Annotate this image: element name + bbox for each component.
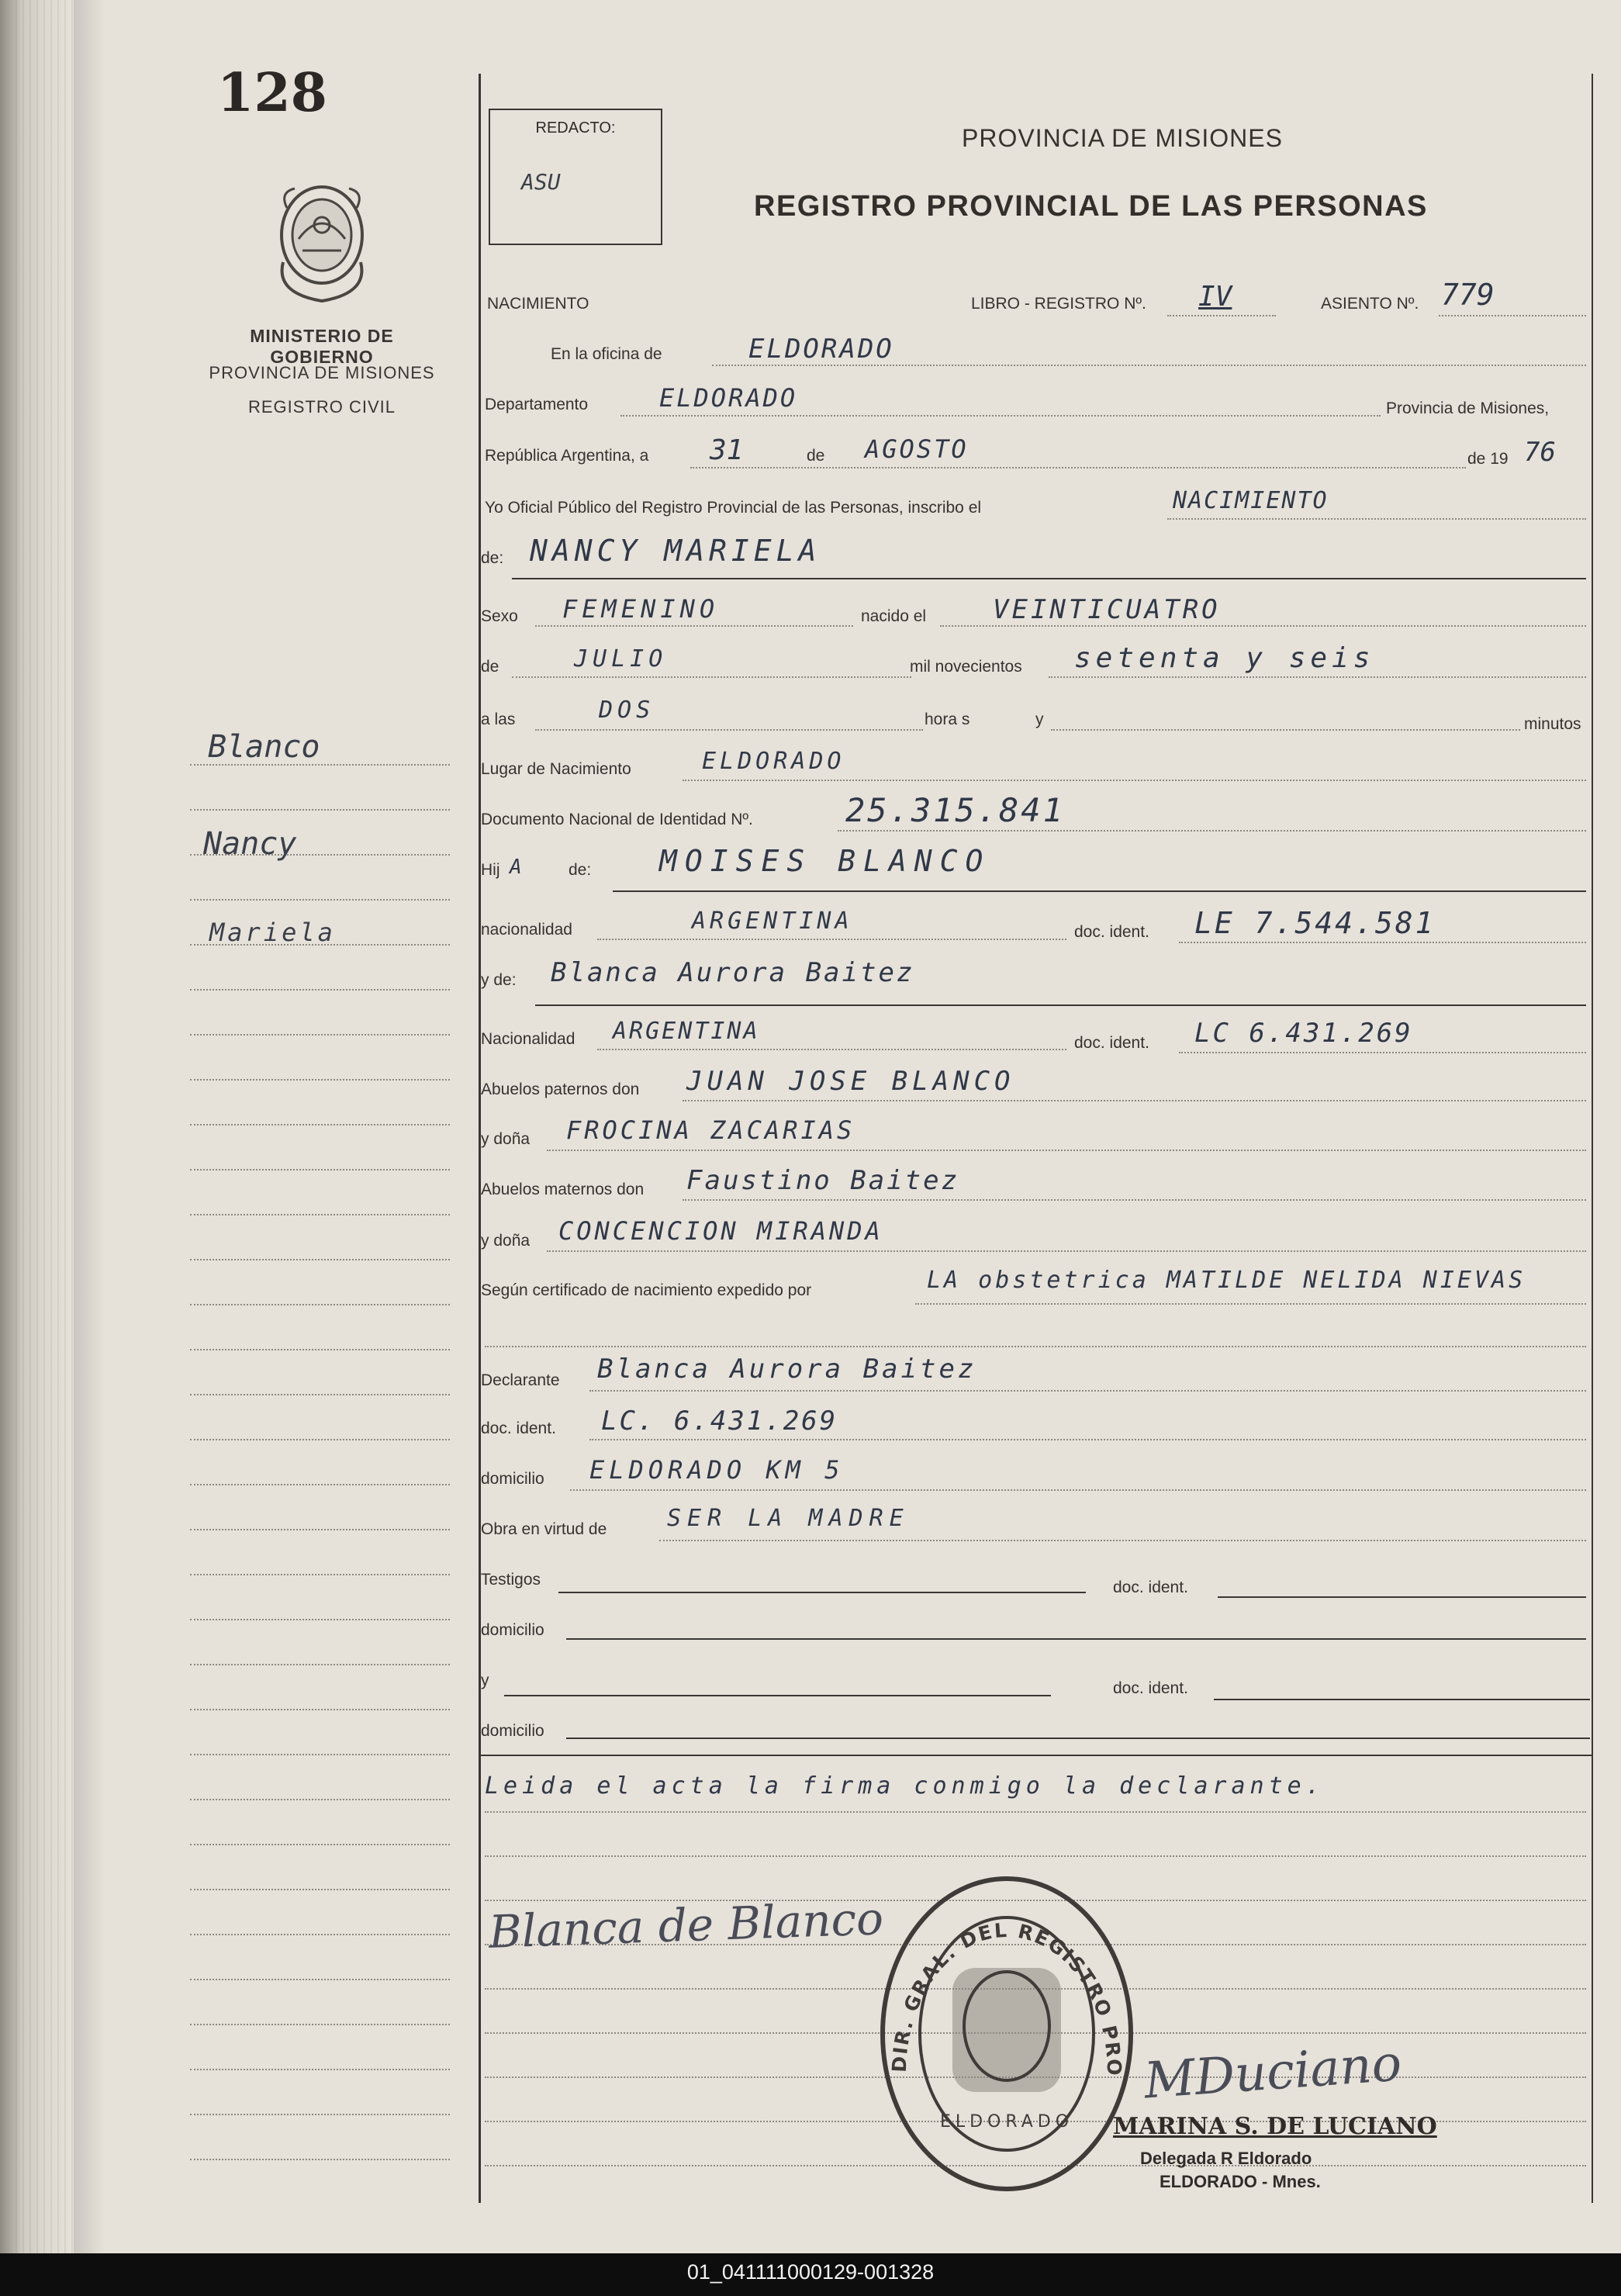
- mother-nationality-dots: [597, 1049, 1066, 1050]
- maternal-grandmother-dots: [547, 1250, 1586, 1252]
- certificate-dots: [915, 1303, 1586, 1305]
- witness-line: [558, 1592, 1086, 1593]
- month-value: AGOSTO: [865, 434, 969, 464]
- paternal-grandmother-value: FROCINA ZACARIAS: [566, 1115, 855, 1145]
- closing-text: Leida el acta la firma conmigo la declarante.: [485, 1772, 1325, 1800]
- and-label: y: [1035, 711, 1044, 728]
- maternal-grandmother-value: CONCENCION MIRANDA: [558, 1216, 883, 1246]
- mother-underline: [535, 1004, 1586, 1006]
- domicile-dots: [570, 1489, 1586, 1491]
- page-number: 128: [217, 62, 327, 124]
- certificate-value: LA obstetrica MATILDE NELIDA NIEVAS: [927, 1267, 1526, 1294]
- margin-ruling-line: [190, 1979, 450, 1980]
- margin-ruling-line: [190, 2069, 450, 2070]
- event-dots: [1167, 518, 1586, 520]
- hour-dots: [535, 729, 923, 731]
- year-value: 76: [1524, 437, 1556, 468]
- capacity-dots: [659, 1540, 1586, 1541]
- witness2-doc-label: doc. ident.: [1113, 1679, 1188, 1697]
- redacto-value: ASU: [521, 169, 561, 195]
- binding-shadow: [74, 0, 105, 2253]
- maternal-grandmother-label: y doña: [481, 1232, 531, 1250]
- margin-ruling-line: [190, 1529, 450, 1530]
- date-dots: [690, 467, 1466, 469]
- redacto-box: [489, 109, 662, 245]
- margin-second-name: Mariela: [209, 918, 336, 947]
- seal-ring-text: DIR. GRAL. DEL REGISTRO PRO: [887, 1918, 1126, 2077]
- paternal-grandmother-label: y doña: [481, 1130, 531, 1148]
- officer-statement: Yo Oficial Público del Registro Provincial de las Personas, inscribo el: [485, 499, 982, 517]
- witness2-domicile-label: domicilio: [481, 1722, 544, 1740]
- born-day-value: VEINTICUATRO: [993, 594, 1221, 625]
- margin-ruling-line: [190, 1889, 450, 1890]
- margin-ruling-line: [190, 1934, 450, 1935]
- margin-ruling-line: [190, 1304, 450, 1305]
- coat-of-arms-icon: [268, 177, 376, 309]
- certificate-label: Según certificado de nacimiento expedido por: [481, 1281, 812, 1299]
- margin-ruling-line: [190, 1034, 450, 1036]
- margin-ruling-line: [190, 1844, 450, 1845]
- born-year-value: setenta y seis: [1074, 642, 1375, 674]
- father-underline: [613, 890, 1586, 892]
- child-label: Hij: [481, 861, 500, 879]
- mother-doc-label: doc. ident.: [1074, 1034, 1149, 1052]
- born-year-dots: [1049, 676, 1586, 678]
- father-doc-label: doc. ident.: [1074, 923, 1149, 941]
- ministry-title: MINISTERIO DE GOBIERNO: [250, 326, 394, 367]
- registry-seal: [875, 1871, 1139, 2197]
- margin-ruling-line: [190, 989, 450, 991]
- father-doc-dots: [1179, 942, 1586, 943]
- witness2-doc-line: [1214, 1699, 1590, 1700]
- book-dots: [1167, 315, 1276, 316]
- paternal-grandmother-dots: [547, 1150, 1586, 1151]
- name-underline: [512, 578, 1586, 579]
- domicile-label: domicilio: [481, 1470, 544, 1488]
- department-value: ELDORADO: [659, 383, 798, 413]
- entry-label: ASIENTO Nº.: [1321, 295, 1419, 313]
- paternal-grandparents-label: Abuelos paternos don: [481, 1081, 640, 1098]
- republic-label: República Argentina, a: [485, 447, 649, 465]
- margin-first-name: Nancy: [203, 826, 297, 862]
- official-place: ELDORADO - Mnes.: [1160, 2172, 1321, 2191]
- capacity-label: Obra en virtud de: [481, 1520, 607, 1538]
- page-stack-lines: [16, 0, 74, 2253]
- declarant-doc-dots: [589, 1439, 1586, 1440]
- official-title: Delegada R Eldorado: [1140, 2149, 1312, 2168]
- redacto-label: REDACTO:: [535, 119, 616, 137]
- ruling-line: [485, 1855, 1586, 1857]
- office-value: ELDORADO: [748, 334, 894, 365]
- hours-label: hora s: [925, 711, 970, 728]
- domicile-value: ELDORADO KM 5: [589, 1455, 845, 1485]
- margin-ruling-line: [190, 1664, 450, 1665]
- record-type-label: NACIMIENTO: [487, 295, 589, 313]
- child-of-label: de:: [569, 861, 592, 879]
- mother-nationality-value: ARGENTINA: [613, 1018, 760, 1045]
- mother-name-value: Blanca Aurora Baitez: [551, 957, 915, 988]
- ministry-province: PROVINCIA DE MISIONES: [209, 363, 435, 382]
- event-value: NACIMIENTO: [1173, 487, 1329, 514]
- sex-label: Sexo: [481, 607, 518, 625]
- witness2-domicile-line: [566, 1738, 1590, 1739]
- official-name: MARINA S. DE LUCIANO: [1113, 2113, 1437, 2140]
- child-name-value: NANCY MARIELA: [530, 534, 821, 568]
- declarant-label: Declarante: [481, 1371, 560, 1389]
- born-month-de-label: de: [481, 658, 499, 676]
- margin-ruling-line: [190, 1079, 450, 1081]
- sex-value: FEMENINO: [562, 594, 720, 624]
- margin-ruling-line: [190, 1574, 450, 1575]
- father-nationality-label: nacionalidad: [481, 921, 572, 939]
- footer-image-id: 01_041111000129-001328: [686, 2260, 935, 2284]
- hour-value: DOS: [599, 697, 655, 724]
- child-gender-value: A: [510, 856, 522, 879]
- book-label: LIBRO - REGISTRO Nº.: [971, 295, 1146, 313]
- margin-ruling-line: [190, 899, 450, 901]
- margin-ruling-line: [190, 1214, 450, 1215]
- mother-of-label: y de:: [481, 971, 517, 989]
- witnesses-label: Testigos: [481, 1571, 541, 1589]
- mother-doc-value: LC 6.431.269: [1194, 1018, 1413, 1049]
- certificate-dots-2: [485, 1346, 1586, 1347]
- declarant-signature: Blanca de Blanco: [487, 1892, 885, 1959]
- department-label: Departamento: [485, 396, 589, 413]
- thousand-label: mil novecientos: [910, 658, 1022, 676]
- witness-domicile-line: [566, 1638, 1586, 1640]
- margin-ruling-line: [190, 2159, 450, 2160]
- birthplace-label: Lugar de Nacimiento: [481, 760, 631, 778]
- ruling-line: [485, 1811, 1586, 1813]
- margin-ruling-line: [190, 809, 450, 811]
- margin-ruling-line: [190, 2024, 450, 2025]
- born-label: nacido el: [861, 607, 927, 625]
- margin-ruling-line: [190, 1619, 450, 1620]
- entry-dots: [1439, 315, 1586, 316]
- declarant-dots: [589, 1390, 1586, 1392]
- mother-nationality-label: Nacionalidad: [481, 1030, 575, 1048]
- dni-label: Documento Nacional de Identidad Nº.: [481, 811, 753, 828]
- witness-domicile-label: domicilio: [481, 1621, 544, 1639]
- mother-doc-dots: [1179, 1052, 1586, 1053]
- year-prefix: de 19: [1467, 450, 1509, 468]
- name-of-label: de:: [481, 549, 504, 567]
- witness2-line: [504, 1695, 1051, 1696]
- capacity-value: SER LA MADRE: [667, 1505, 910, 1532]
- registry-heading: REGISTRO PROVINCIAL DE LAS PERSONAS: [754, 190, 1428, 223]
- day-value: 31: [710, 434, 744, 466]
- declarant-doc-label: doc. ident.: [481, 1419, 556, 1437]
- right-rule: [1592, 74, 1593, 2203]
- paternal-grandfather-dots: [683, 1100, 1586, 1101]
- father-name-value: MOISES BLANCO: [659, 844, 991, 878]
- margin-ruling-line: [190, 1484, 450, 1485]
- office-dots: [712, 365, 1586, 366]
- entry-value: 779: [1441, 278, 1495, 312]
- margin-ruling-line: [190, 2114, 450, 2115]
- province-heading: PROVINCIA DE MISIONES: [962, 124, 1283, 152]
- maternal-grandfather-dots: [683, 1199, 1586, 1201]
- margin-ruling-line: [190, 1754, 450, 1755]
- hour-at-label: a las: [481, 711, 516, 728]
- margin-ruling-line: [190, 1124, 450, 1126]
- dni-dots: [838, 830, 1586, 832]
- seal-bottom-text: ELDORADO: [939, 2112, 1074, 2132]
- department-dots: [620, 415, 1381, 417]
- margin-ruling-line: [190, 1799, 450, 1800]
- birthplace-value: ELDORADO: [702, 748, 845, 775]
- paternal-grandfather-value: JUAN JOSE BLANCO: [686, 1066, 1015, 1097]
- margin-ruling-line: [190, 1349, 450, 1350]
- section-divider: [479, 1755, 1592, 1756]
- dni-value: 25.315.841: [845, 791, 1065, 829]
- declarant-doc-value: LC. 6.431.269: [601, 1406, 838, 1437]
- father-nationality-dots: [597, 939, 1066, 940]
- birthplace-dots: [683, 780, 1586, 781]
- margin-ruling-line: [190, 1394, 450, 1395]
- minutes-dots: [1051, 729, 1520, 731]
- book-value: IV: [1198, 281, 1232, 313]
- declarant-value: Blanca Aurora Baitez: [597, 1354, 977, 1385]
- date-de-label: de: [807, 447, 825, 465]
- margin-ruling-line: [190, 1439, 450, 1440]
- born-month-dots: [512, 676, 911, 678]
- office-label: En la oficina de: [551, 345, 662, 363]
- margin-ruling-line: [190, 1259, 450, 1260]
- father-doc-value: LE 7.544.581: [1194, 906, 1436, 940]
- father-nationality-value: ARGENTINA: [692, 908, 853, 935]
- sex-dots: [535, 625, 853, 627]
- province-suffix: Provincia de Misiones,: [1386, 399, 1550, 417]
- witness-doc-line: [1218, 1596, 1586, 1598]
- ministry-office: REGISTRO CIVIL: [247, 397, 396, 417]
- margin-surname: Blanco: [208, 729, 320, 765]
- witness2-label: y: [481, 1672, 489, 1689]
- born-day-dots: [940, 625, 1586, 627]
- official-signature: MDuciano: [1142, 2035, 1404, 2111]
- maternal-grandfather-value: Faustino Baitez: [686, 1165, 960, 1196]
- margin-ruling-line: [190, 1709, 450, 1710]
- maternal-grandparents-label: Abuelos maternos don: [481, 1181, 645, 1198]
- witness-doc-label: doc. ident.: [1113, 1578, 1188, 1596]
- margin-ruling-line: [190, 1169, 450, 1170]
- minutes-label: minutos: [1524, 715, 1581, 733]
- born-month-value: JULIO: [574, 645, 668, 673]
